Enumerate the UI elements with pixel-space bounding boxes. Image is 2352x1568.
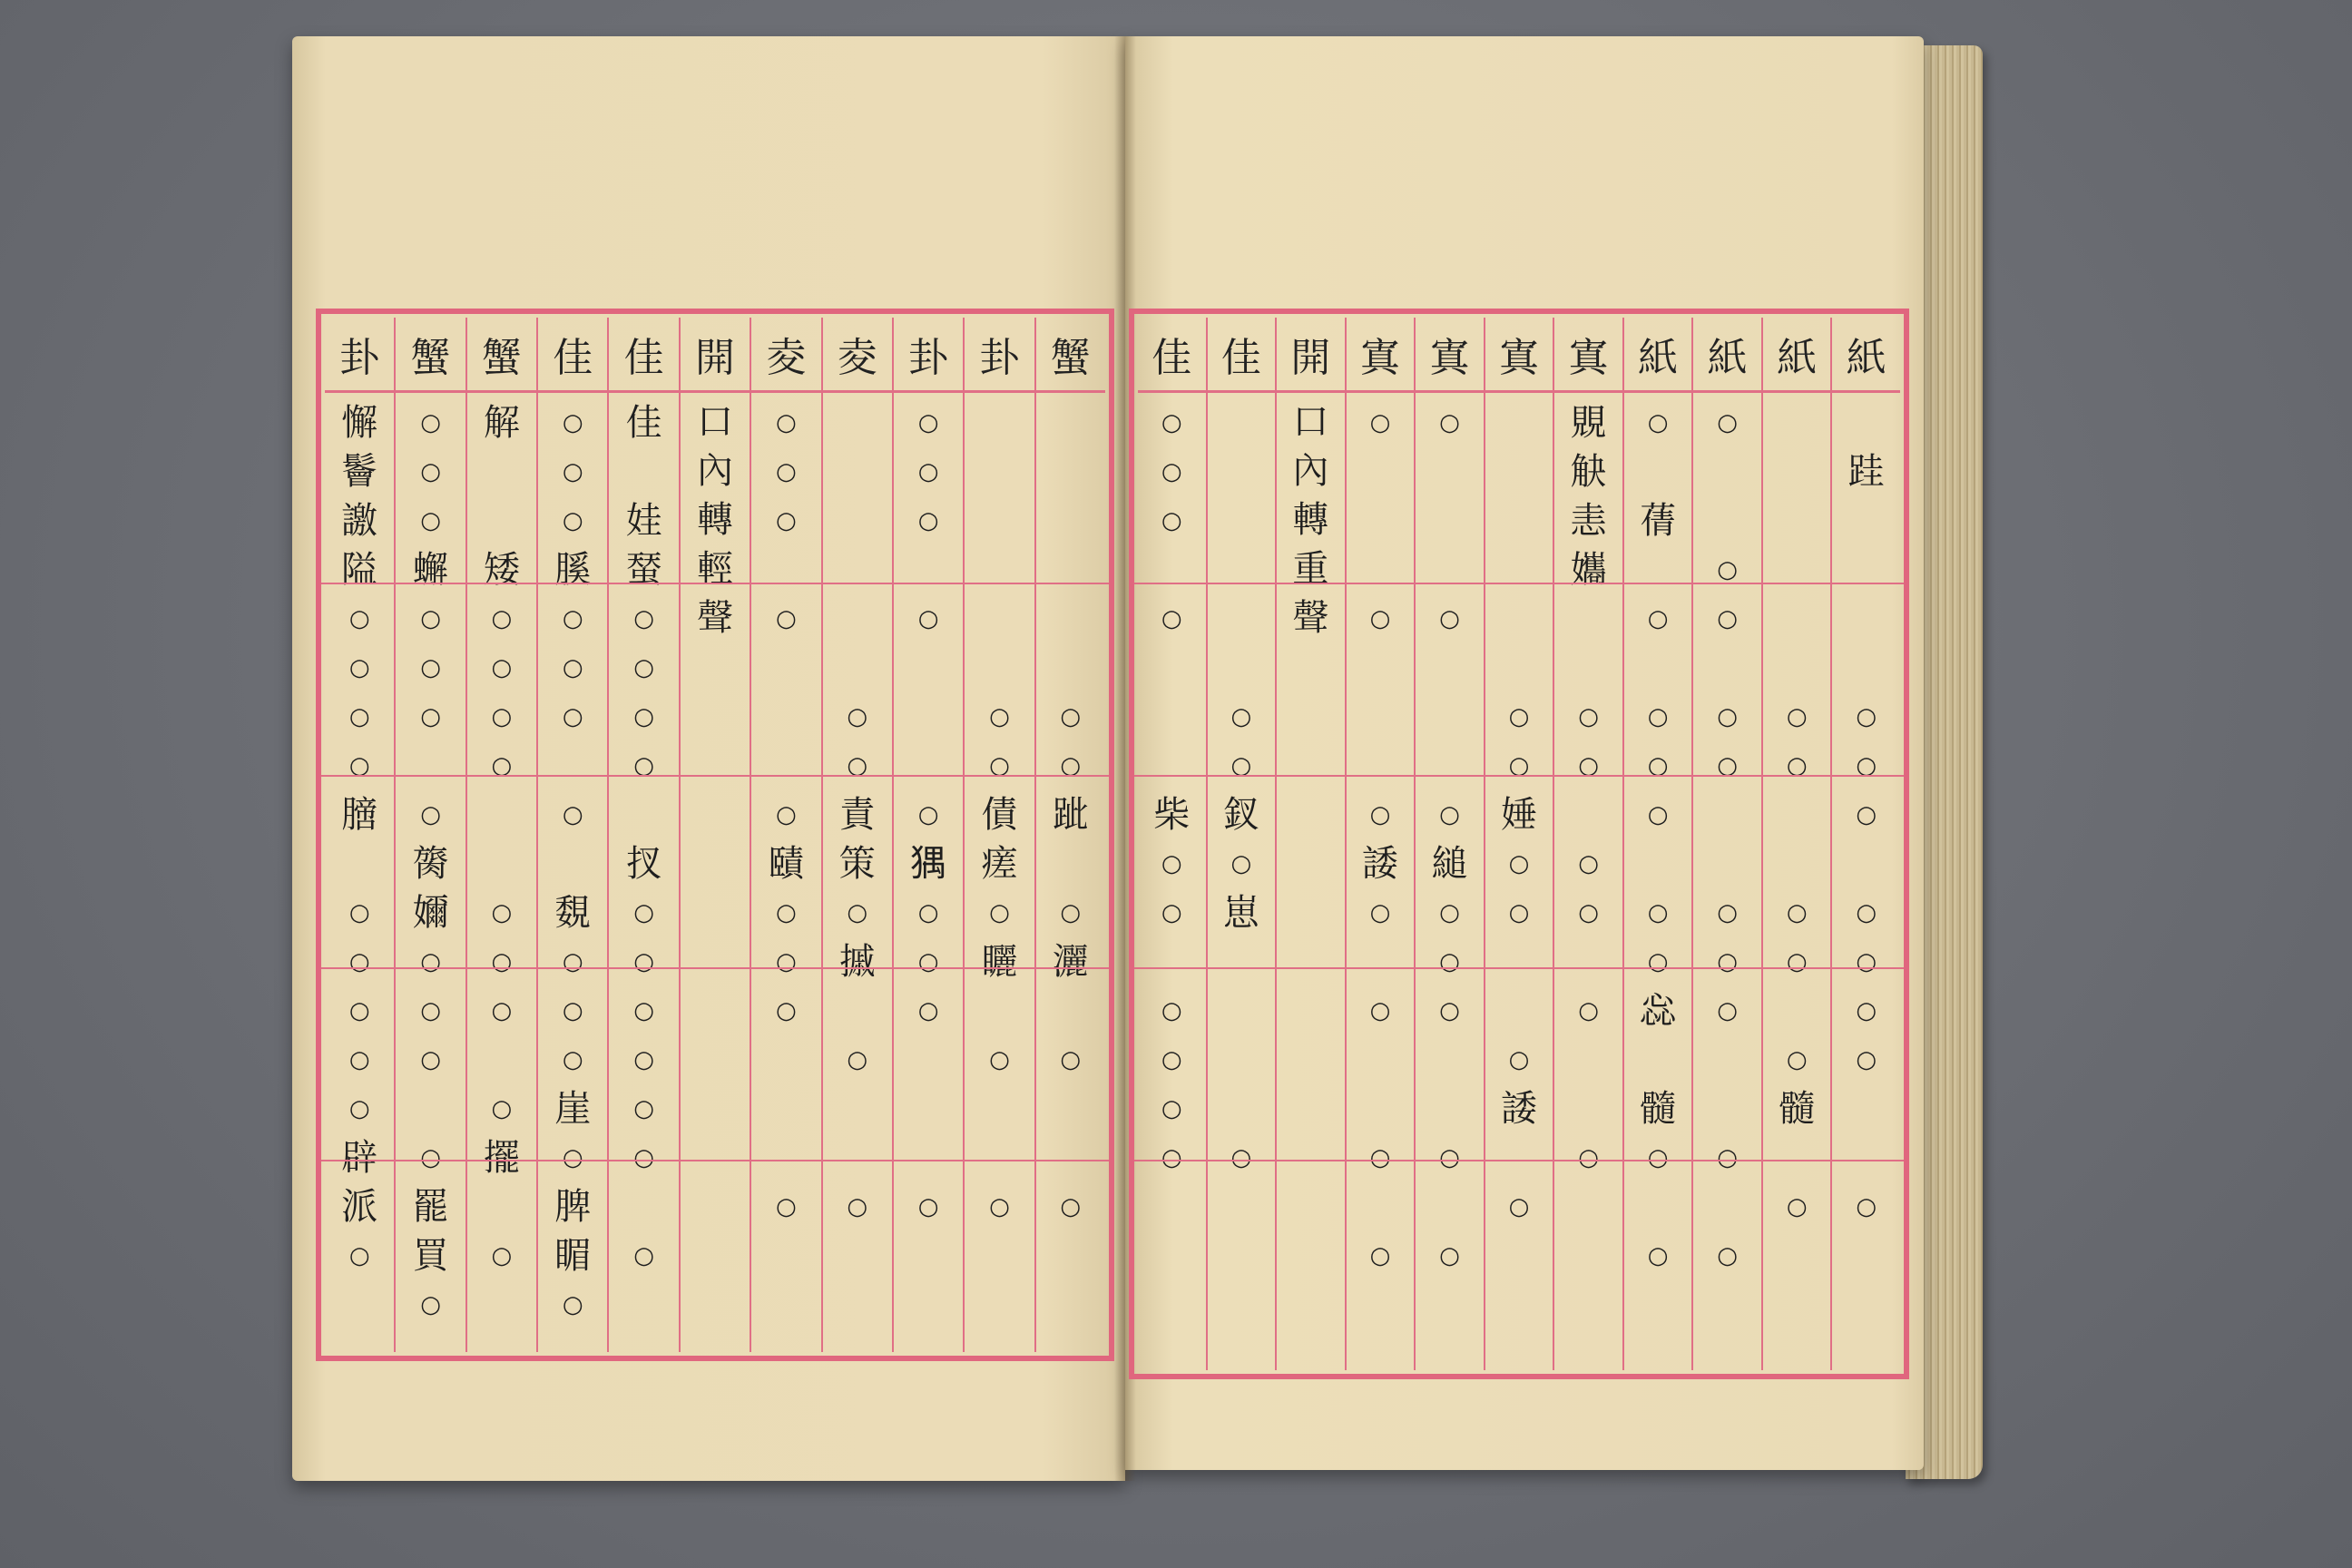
empty-mark: ○ (491, 703, 513, 730)
empty-mark: ○ (1161, 899, 1182, 926)
empty-mark: ○ (633, 654, 654, 681)
empty-mark: ○ (1856, 899, 1877, 926)
empty-mark: ○ (1508, 850, 1530, 877)
empty-mark: ○ (491, 654, 513, 681)
empty-mark: ○ (1161, 1144, 1182, 1171)
table-cell: 灑 (1052, 941, 1089, 983)
label-char: 轉 (696, 499, 733, 541)
empty-mark: ○ (1508, 899, 1530, 926)
empty-mark: ○ (633, 948, 654, 975)
empty-mark: ○ (491, 1242, 513, 1269)
empty-mark: ○ (1060, 899, 1082, 926)
empty-mark: ○ (1161, 850, 1182, 877)
empty-mark: ○ (1369, 1242, 1391, 1269)
table-cell: 罷 (412, 1186, 449, 1228)
empty-mark: ○ (491, 752, 513, 779)
empty-mark: ○ (1717, 605, 1738, 632)
label-char: 聲 (1292, 597, 1329, 639)
label-char: 內 (1292, 450, 1329, 492)
empty-mark: ○ (633, 899, 654, 926)
empty-mark: ○ (1717, 948, 1738, 975)
empty-mark: ○ (1060, 1193, 1082, 1220)
table-column (1691, 318, 1761, 1370)
empty-mark: ○ (1717, 556, 1738, 583)
empty-mark: ○ (633, 1144, 654, 1171)
empty-mark: ○ (1856, 752, 1877, 779)
column-head: 夌 (823, 318, 892, 393)
empty-mark: ○ (1647, 948, 1669, 975)
column-head: 紙 (1624, 318, 1692, 393)
table-column (536, 318, 607, 1352)
empty-mark: ○ (989, 1193, 1010, 1220)
table-cell: 矖 (981, 941, 1018, 983)
column-head: 佳 (1208, 318, 1276, 393)
empty-mark: ○ (420, 801, 441, 828)
column-head: 紙 (1832, 318, 1900, 393)
table-cell: 辟 (341, 1137, 378, 1179)
column-cells (965, 393, 1034, 1231)
empty-mark: ○ (917, 605, 939, 632)
row-divider (1134, 967, 1904, 969)
empty-mark: ○ (1717, 1242, 1738, 1269)
empty-mark: ○ (1230, 703, 1252, 730)
empty-mark: ○ (917, 948, 939, 975)
empty-mark: ○ (348, 1242, 370, 1269)
empty-mark: ○ (348, 948, 370, 975)
right-page-table (1129, 309, 1909, 1379)
empty-mark: ○ (989, 752, 1010, 779)
empty-mark: ○ (1647, 752, 1669, 779)
table-column (1275, 318, 1345, 1370)
column-cells (1347, 393, 1415, 1280)
table-cell: 髓 (1779, 1088, 1816, 1130)
empty-mark: ○ (1647, 703, 1669, 730)
column-head: 蟹 (467, 318, 536, 393)
table-cell: 蒨 (1640, 500, 1677, 542)
table-column (1622, 318, 1692, 1370)
empty-mark: ○ (562, 1144, 583, 1171)
empty-mark: ○ (1060, 752, 1082, 779)
row-divider (321, 967, 1109, 969)
table-column (394, 318, 465, 1352)
table-column (1414, 318, 1484, 1370)
empty-mark: ○ (775, 409, 797, 436)
empty-mark: ○ (420, 409, 441, 436)
table-column (1206, 318, 1276, 1370)
table-column (1484, 318, 1553, 1370)
table-cell: 孈 (1570, 549, 1607, 591)
empty-mark: ○ (1439, 997, 1460, 1024)
table-cell: 隘 (341, 549, 378, 591)
empty-mark: ○ (348, 752, 370, 779)
row-divider (1134, 775, 1904, 777)
empty-mark: ○ (775, 605, 797, 632)
empty-mark: ○ (633, 1095, 654, 1122)
empty-mark: ○ (633, 605, 654, 632)
empty-mark: ○ (1578, 899, 1599, 926)
empty-mark: ○ (420, 605, 441, 632)
empty-mark: ○ (1439, 801, 1460, 828)
table-cell: 譤 (341, 500, 378, 542)
empty-mark: ○ (1060, 1046, 1082, 1073)
table-column (1761, 318, 1831, 1370)
row-divider (1134, 1160, 1904, 1161)
column-head: 紙 (1693, 318, 1761, 393)
empty-mark: ○ (1161, 997, 1182, 1024)
empty-mark: ○ (1161, 409, 1182, 436)
empty-mark: ○ (348, 899, 370, 926)
table-column (679, 318, 750, 1352)
column-cells (1485, 393, 1553, 1231)
empty-mark: ○ (420, 1144, 441, 1171)
empty-mark: ○ (348, 605, 370, 632)
table-cell: 膐 (412, 843, 449, 885)
empty-mark: ○ (1647, 605, 1669, 632)
empty-mark: ○ (491, 997, 513, 1024)
table-column (963, 318, 1034, 1352)
table-column (892, 318, 963, 1352)
column-head: 寘 (1485, 318, 1553, 393)
right-table-grid (1138, 318, 1900, 1370)
column-head: 蟹 (396, 318, 465, 393)
table-cell: 佳 (625, 402, 662, 444)
empty-mark: ○ (562, 507, 583, 534)
empty-mark: ○ (989, 703, 1010, 730)
column-cells (1693, 393, 1761, 1280)
empty-mark: ○ (1508, 752, 1530, 779)
empty-mark: ○ (562, 1046, 583, 1073)
column-head: 開 (1277, 318, 1345, 393)
empty-mark: ○ (917, 801, 939, 828)
empty-mark: ○ (348, 997, 370, 1024)
table-cell: 嬭 (412, 892, 449, 934)
table-column (821, 318, 892, 1352)
empty-mark: ○ (847, 899, 868, 926)
empty-mark: ○ (1369, 409, 1391, 436)
table-column (1345, 318, 1415, 1370)
table-cell: 派 (341, 1186, 378, 1228)
column-cells (538, 393, 607, 1329)
table-cell: 諉 (1501, 1088, 1537, 1130)
empty-mark: ○ (1439, 899, 1460, 926)
empty-mark: ○ (775, 997, 797, 1024)
table-column (607, 318, 678, 1352)
empty-mark: ○ (1439, 1242, 1460, 1269)
empty-mark: ○ (1578, 752, 1599, 779)
column-cells (396, 393, 465, 1329)
table-cell: 責 (838, 794, 876, 836)
column-cells (1832, 393, 1900, 1231)
table-cell: 蠏 (412, 549, 449, 591)
empty-mark: ○ (1647, 1144, 1669, 1171)
column-cells (1036, 393, 1105, 1231)
table-cell: 娃 (625, 500, 662, 542)
row-divider (321, 1160, 1109, 1161)
empty-mark: ○ (1717, 752, 1738, 779)
empty-mark: ○ (420, 703, 441, 730)
table-cell: 娷 (1501, 794, 1537, 836)
label-char: 轉 (1292, 499, 1329, 541)
column-head: 佳 (1138, 318, 1206, 393)
column-head: 寘 (1554, 318, 1622, 393)
empty-mark: ○ (989, 1046, 1010, 1073)
table-column (1138, 318, 1206, 1370)
column-head: 蟹 (1036, 318, 1105, 393)
empty-mark: ○ (847, 1193, 868, 1220)
empty-mark: ○ (348, 1095, 370, 1122)
table-cell: 摵 (838, 941, 876, 983)
empty-mark: ○ (1717, 703, 1738, 730)
empty-mark: ○ (420, 948, 441, 975)
empty-mark: ○ (491, 948, 513, 975)
empty-mark: ○ (917, 409, 939, 436)
empty-mark: ○ (917, 997, 939, 1024)
empty-mark: ○ (562, 801, 583, 828)
empty-mark: ○ (420, 507, 441, 534)
empty-mark: ○ (1439, 1144, 1460, 1171)
column-head: 寘 (1347, 318, 1415, 393)
table-cell: 覞 (1570, 402, 1607, 444)
empty-mark: ○ (348, 1046, 370, 1073)
empty-mark: ○ (1439, 948, 1460, 975)
column-cells (467, 393, 536, 1280)
column-cells (1138, 393, 1206, 1182)
empty-mark: ○ (420, 1046, 441, 1073)
empty-mark: ○ (917, 899, 939, 926)
empty-mark: ○ (1161, 1095, 1182, 1122)
empty-mark: ○ (562, 948, 583, 975)
table-cell: 策 (838, 843, 876, 885)
column-cells (894, 393, 963, 1231)
empty-mark: ○ (847, 1046, 868, 1073)
table-cell: 蝅 (625, 549, 662, 591)
empty-mark: ○ (633, 1046, 654, 1073)
empty-mark: ○ (775, 1193, 797, 1220)
empty-mark: ○ (1508, 703, 1530, 730)
left-table-grid (325, 318, 1105, 1352)
empty-mark: ○ (1647, 409, 1669, 436)
empty-mark: ○ (562, 409, 583, 436)
empty-mark: ○ (1230, 850, 1252, 877)
table-cell: 懈 (341, 402, 378, 444)
table-cell: 鬠 (341, 451, 378, 493)
empty-mark: ○ (917, 1193, 939, 1220)
empty-mark: ○ (1717, 409, 1738, 436)
column-head: 開 (681, 318, 750, 393)
label-char: 重 (1292, 548, 1329, 590)
empty-mark: ○ (348, 703, 370, 730)
column-cells (325, 393, 394, 1280)
empty-mark: ○ (348, 654, 370, 681)
column-head: 夌 (751, 318, 820, 393)
table-cell: 恚 (1570, 500, 1607, 542)
table-cell: 崽 (1222, 892, 1259, 934)
table-cell: 諉 (1361, 843, 1398, 885)
column-cells (609, 393, 678, 1280)
empty-mark: ○ (1369, 899, 1391, 926)
column-cells (1416, 393, 1484, 1280)
table-cell: 崖 (554, 1088, 592, 1130)
table-cell: 膪 (341, 794, 378, 836)
empty-mark: ○ (1717, 997, 1738, 1024)
table-cell: 瘥 (981, 843, 1018, 885)
empty-mark: ○ (562, 605, 583, 632)
column-cells (751, 393, 820, 1231)
table-cell: 解 (483, 402, 520, 444)
empty-mark: ○ (562, 703, 583, 730)
left-page-table (316, 309, 1114, 1361)
empty-mark: ○ (1508, 1193, 1530, 1220)
table-cell: 債 (981, 794, 1018, 836)
empty-mark: ○ (1161, 605, 1182, 632)
empty-mark: ○ (1161, 507, 1182, 534)
empty-mark: ○ (775, 948, 797, 975)
column-head: 紙 (1763, 318, 1831, 393)
table-cell: 柴 (1153, 794, 1191, 836)
table-column (750, 318, 820, 1352)
table-cell: 買 (412, 1235, 449, 1277)
empty-mark: ○ (775, 507, 797, 534)
empty-mark: ○ (1786, 703, 1808, 730)
empty-mark: ○ (1369, 997, 1391, 1024)
table-cell: 觖 (1570, 451, 1607, 493)
empty-mark: ○ (562, 654, 583, 681)
empty-mark: ○ (1856, 801, 1877, 828)
empty-mark: ○ (420, 458, 441, 485)
column-head: 卦 (894, 318, 963, 393)
empty-mark: ○ (1578, 850, 1599, 877)
table-cell: 賾 (768, 843, 805, 885)
empty-mark: ○ (1856, 948, 1877, 975)
empty-mark: ○ (775, 801, 797, 828)
row-divider (321, 583, 1109, 584)
empty-mark: ○ (1786, 948, 1808, 975)
empty-mark: ○ (1717, 1144, 1738, 1171)
table-cell: 矮 (483, 549, 520, 591)
column-cells (1624, 393, 1692, 1280)
empty-mark: ○ (1786, 752, 1808, 779)
empty-mark: ○ (1230, 1144, 1252, 1171)
column-cells (823, 393, 892, 1231)
empty-mark: ○ (1578, 1144, 1599, 1171)
empty-mark: ○ (1856, 1046, 1877, 1073)
empty-mark: ○ (847, 752, 868, 779)
empty-mark: ○ (1856, 703, 1877, 730)
table-column (1034, 318, 1105, 1352)
empty-mark: ○ (1578, 703, 1599, 730)
column-cells (1554, 393, 1622, 1182)
label-char: 聲 (696, 597, 733, 639)
empty-mark: ○ (1439, 409, 1460, 436)
table-cell: 跬 (1847, 451, 1885, 493)
empty-mark: ○ (917, 458, 939, 485)
table-cell: 脾 (554, 1186, 592, 1228)
empty-mark: ○ (1647, 801, 1669, 828)
table-cell: 跐 (1052, 794, 1089, 836)
table-column (466, 318, 536, 1352)
empty-mark: ○ (491, 605, 513, 632)
table-cell: 𤟹 (910, 843, 947, 885)
label-char: 內 (696, 450, 733, 492)
table-cell: 髓 (1640, 1088, 1677, 1130)
empty-mark: ○ (1161, 458, 1182, 485)
table-cell: 覣 (554, 892, 592, 934)
row-divider (321, 775, 1109, 777)
column-head: 佳 (609, 318, 678, 393)
empty-mark: ○ (1647, 899, 1669, 926)
vertical-label (681, 397, 750, 642)
table-column (1830, 318, 1900, 1370)
empty-mark: ○ (1856, 997, 1877, 1024)
label-char: 口 (696, 401, 733, 443)
empty-mark: ○ (491, 899, 513, 926)
column-head: 佳 (538, 318, 607, 393)
empty-mark: ○ (1060, 703, 1082, 730)
empty-mark: ○ (633, 997, 654, 1024)
column-cells (1763, 393, 1831, 1231)
table-cell: 釵 (1222, 794, 1259, 836)
table-cell: 睸 (554, 1235, 592, 1277)
empty-mark: ○ (562, 458, 583, 485)
empty-mark: ○ (1439, 605, 1460, 632)
empty-mark: ○ (633, 703, 654, 730)
vertical-label (1277, 397, 1345, 642)
empty-mark: ○ (917, 507, 939, 534)
column-head: 卦 (325, 318, 394, 393)
empty-mark: ○ (491, 1095, 513, 1122)
empty-mark: ○ (633, 1242, 654, 1269)
empty-mark: ○ (633, 752, 654, 779)
empty-mark: ○ (847, 703, 868, 730)
empty-mark: ○ (1856, 1193, 1877, 1220)
table-column (1553, 318, 1622, 1370)
empty-mark: ○ (420, 997, 441, 1024)
empty-mark: ○ (1230, 752, 1252, 779)
table-cell: 縋 (1431, 843, 1468, 885)
table-cell: 擺 (483, 1137, 520, 1179)
empty-mark: ○ (562, 1291, 583, 1318)
empty-mark: ○ (1578, 997, 1599, 1024)
empty-mark: ○ (562, 997, 583, 1024)
row-divider (1134, 583, 1904, 584)
table-column (325, 318, 394, 1352)
column-head: 卦 (965, 318, 1034, 393)
empty-mark: ○ (1786, 899, 1808, 926)
empty-mark: ○ (420, 1291, 441, 1318)
label-char: 口 (1292, 401, 1329, 443)
column-head: 寘 (1416, 318, 1484, 393)
empty-mark: ○ (1786, 1193, 1808, 1220)
table-cell: 惢 (1640, 990, 1677, 1032)
table-cell: 膎 (554, 549, 592, 591)
empty-mark: ○ (420, 654, 441, 681)
empty-mark: ○ (775, 899, 797, 926)
empty-mark: ○ (1161, 1046, 1182, 1073)
empty-mark: ○ (1786, 1046, 1808, 1073)
column-cells (1208, 393, 1276, 1182)
empty-mark: ○ (1369, 801, 1391, 828)
empty-mark: ○ (775, 458, 797, 485)
label-char: 輕 (696, 548, 733, 590)
empty-mark: ○ (1647, 1242, 1669, 1269)
empty-mark: ○ (1369, 605, 1391, 632)
empty-mark: ○ (1369, 1144, 1391, 1171)
empty-mark: ○ (989, 899, 1010, 926)
table-cell: 扠 (625, 843, 662, 885)
empty-mark: ○ (1508, 1046, 1530, 1073)
empty-mark: ○ (1717, 899, 1738, 926)
